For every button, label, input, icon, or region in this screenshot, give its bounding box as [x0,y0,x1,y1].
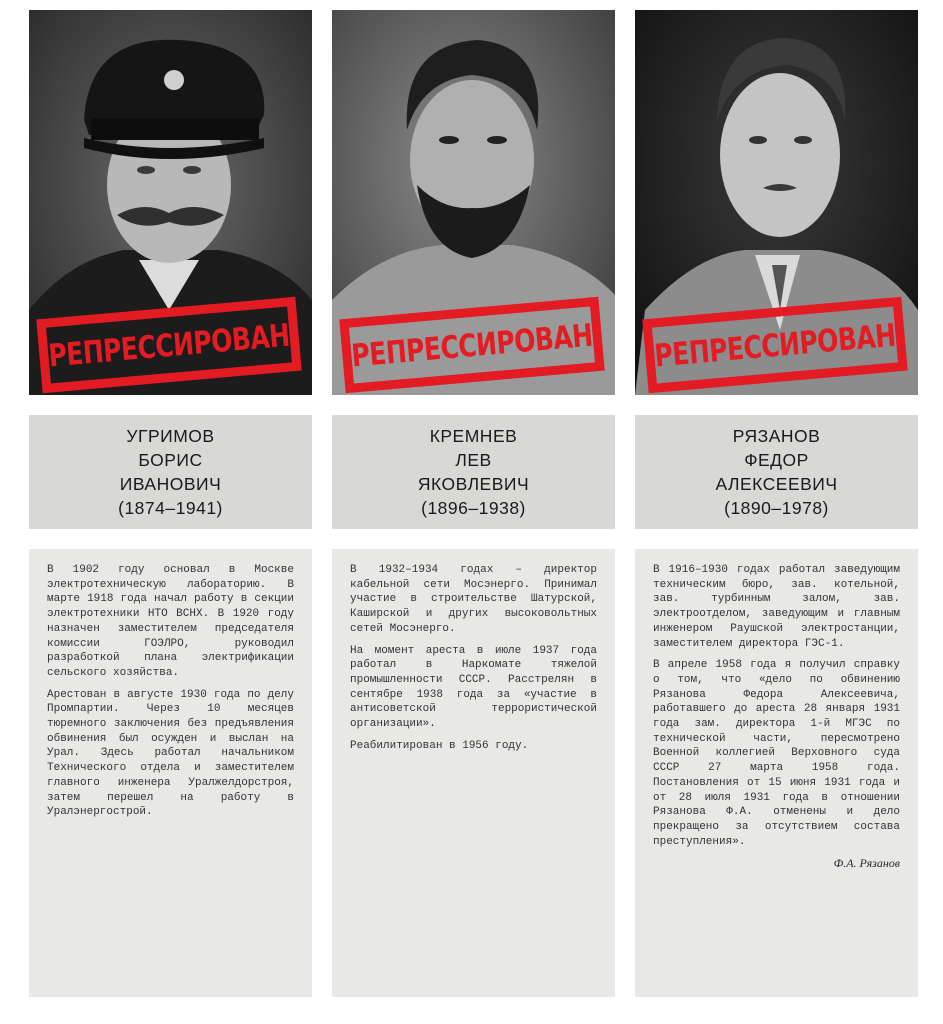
bio-paragraph: Реабилитирован в 1956 году. [350,739,529,752]
person-first-name: БОРИС [138,450,203,470]
person-card-ryazanov [635,10,918,997]
person-surname: КРЕМНЕВ [429,426,518,446]
bio-paragraph: Арестован в августе 1930 года по делу Промпартии. Через 10 месяцев тюремного заключения без предъявления обвинения был осужден и выслан на Урал. Здесь работал начальником Технического отдела и заместителем главного инженера Уралжелдорстроя, затем перешел на работу в Уралэнергострой. [47,688,294,819]
bio-paragraph: В 1932–1934 годах – директор кабельной сети Мосэнерго. Принимал участие в строительстве Шатурской, Каширской и других высоковольтных сетей Мосэнерго. [350,564,597,635]
repressed-stamp-text: РЕПРЕССИРОВАН [47,316,291,374]
person-name-box [635,415,918,529]
person-surname: РЯЗАНОВ [732,426,821,446]
bio-paragraph: В 1902 году основал в Москве электротехническую лабораторию. В марте 1918 года начал работу в секции электротехники НТО ВСНХ. В 1920 году назначен заместителем председателя комиссии ГОЭЛРО, руководил разработкой плана электрификации сельского хозяйства. [47,564,294,679]
person-surname: УГРИМОВ [126,426,215,446]
person-patronymic: АЛЕКСЕЕВИЧ [715,474,838,494]
person-biography [29,549,312,997]
repressed-stamp-text: РЕПРЕССИРОВАН [653,316,897,374]
repressed-stamp-text: РЕПРЕССИРОВАН [350,316,594,374]
person-card-kremnev [332,10,615,997]
person-years: (1874–1941) [118,498,223,518]
bio-paragraph: В апреле 1958 года я получил справку о том, что «дело по обвинению Рязанова Федора Алексеевича, работавшего до ареста 28 января 1931 года зам. директора 1-й МГЭС по технической части, пересмотрено Военной коллегией Верховного суда СССР 27 марта 1958 года. Постановления от 15 июня 1931 года и от 28 июля 1931 года в отношении Рязанова Ф.А. отменены и дело прекращено за отсутствием состава преступления». [653,659,900,848]
person-biography [332,549,615,997]
author-signature: Ф.А. Рязанов [833,856,900,871]
person-name-box [332,415,615,529]
person-name-box [29,415,312,529]
portrait-photo [332,10,615,395]
person-biography [635,549,918,997]
person-years: (1890–1978) [724,498,829,518]
person-first-name: ФЕДОР [744,450,809,470]
portrait-photo [29,10,312,395]
person-years: (1896–1938) [421,498,526,518]
person-patronymic: ИВАНОВИЧ [119,474,222,494]
person-first-name: ЛЕВ [455,450,492,470]
person-card-ugrimov [29,10,312,997]
portrait-photo [635,10,918,395]
person-patronymic: ЯКОВЛЕВИЧ [417,474,530,494]
bio-paragraph: В 1916–1930 годах работал заведующим техническим бюро, зав. котельной, зав. турбинным залом, зав. электроотделом, заведующим и главным инженером Раушской электростанции, заместителем директора ГЭС-1. [653,564,900,650]
bio-paragraph: На момент ареста в июле 1937 года работал в Наркомате тяжелой промышленности СССР. Расстрелян в сентябре 1938 года за «участие в антисоветской террористической организации». [350,644,597,731]
